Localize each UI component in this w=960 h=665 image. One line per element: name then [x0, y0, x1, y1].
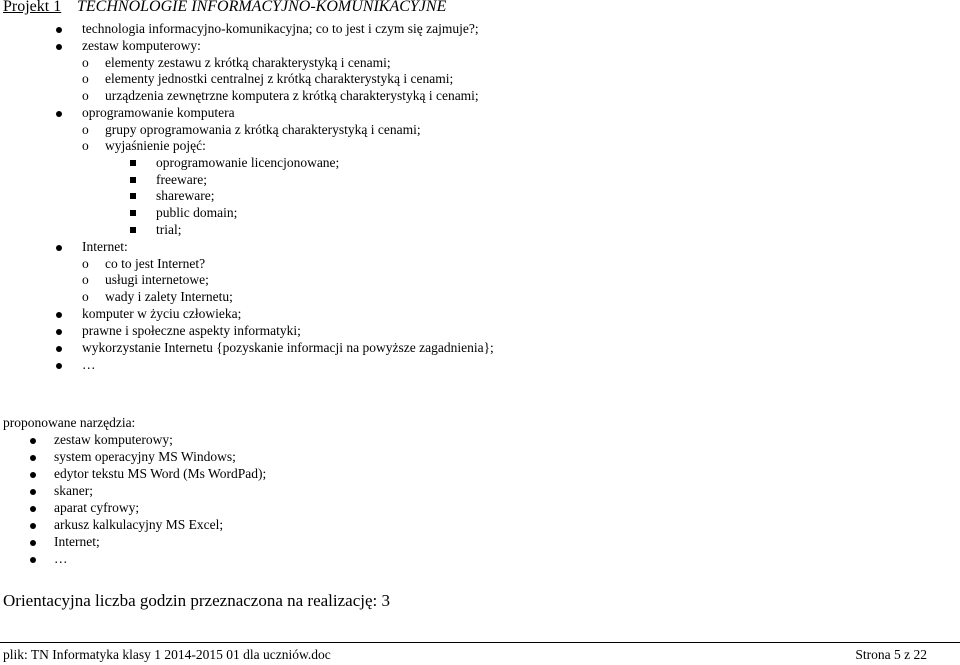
- list-item: freeware;: [156, 172, 207, 187]
- bullet-circle-icon: o: [82, 138, 89, 153]
- list-item: co to jest Internet?: [105, 256, 206, 271]
- bullet-square-icon: [130, 193, 136, 199]
- bullet-dot-icon: [56, 245, 62, 251]
- list-item: wykorzystanie Internetu {pozyskanie informacji na powyższe zagadnienia};: [82, 340, 494, 355]
- bullet-circle-icon: o: [82, 256, 89, 271]
- bullet-square-icon: [130, 210, 136, 216]
- list-item: arkusz kalkulacyjny MS Excel;: [54, 517, 224, 532]
- bullet-dot-icon: [30, 438, 36, 444]
- bullet-dot-icon: [30, 506, 36, 512]
- list-item: wady i zalety Internetu;: [105, 289, 233, 304]
- bullet-square-icon: [130, 177, 136, 183]
- list-item: technologia informacyjno-komunikacyjna; co to jest i czym się zajmuje?;: [82, 21, 479, 36]
- list-item: zestaw komputerowy;: [54, 432, 173, 447]
- bullet-dot-icon: [30, 455, 36, 461]
- list-item: oprogramowanie komputera: [82, 105, 235, 120]
- list-item: skaner;: [54, 483, 93, 498]
- bullet-dot-icon: [30, 523, 36, 529]
- bullet-dot-icon: [56, 111, 62, 117]
- bullet-dot-icon: [56, 312, 62, 318]
- list-item: public domain;: [156, 205, 238, 220]
- bullet-circle-icon: o: [82, 272, 89, 287]
- bullet-circle-icon: o: [82, 71, 89, 86]
- bullet-square-icon: [130, 227, 136, 233]
- list-item: …: [82, 357, 96, 372]
- bullet-dot-icon: [30, 472, 36, 478]
- list-item: Internet:: [82, 239, 128, 254]
- list-item: prawne i społeczne aspekty informatyki;: [82, 323, 301, 338]
- footer-divider: [0, 642, 960, 643]
- bullet-circle-icon: o: [82, 55, 89, 70]
- bullet-dot-icon: [56, 27, 62, 33]
- list-item: trial;: [156, 222, 182, 237]
- list-item: elementy jednostki centralnej z krótką charakterystyką i cenami;: [105, 71, 454, 86]
- list-item: aparat cyfrowy;: [54, 500, 140, 515]
- bullet-dot-icon: [56, 363, 62, 369]
- project-label: Projekt 1: [3, 0, 62, 15]
- list-item: Internet;: [54, 534, 100, 549]
- bullet-circle-icon: o: [82, 122, 89, 137]
- list-item: wyjaśnienie pojęć:: [105, 138, 206, 153]
- list-item: …: [54, 551, 68, 566]
- list-item: zestaw komputerowy:: [82, 38, 201, 53]
- list-item: grupy oprogramowania z krótką charakterystyką i cenami;: [105, 122, 421, 137]
- bullet-circle-icon: o: [82, 88, 89, 103]
- list-item: komputer w życiu człowieka;: [82, 306, 242, 321]
- bullet-dot-icon: [56, 329, 62, 335]
- bullet-square-icon: [130, 160, 136, 166]
- list-item: system operacyjny MS Windows;: [54, 449, 236, 464]
- list-item: edytor tekstu MS Word (Ms WordPad);: [54, 466, 267, 481]
- page-title: TECHNOLOGIE INFORMACYJNO-KOMUNIKACYJNE: [77, 0, 447, 15]
- bullet-dot-icon: [30, 489, 36, 495]
- list-item: oprogramowanie licencjonowane;: [156, 155, 340, 170]
- hours-line: Orientacyjna liczba godzin przeznaczona na realizację: 3: [3, 591, 390, 610]
- bullet-dot-icon: [56, 44, 62, 50]
- list-item: shareware;: [156, 188, 215, 203]
- bullet-dot-icon: [56, 346, 62, 352]
- list-item: urządzenia zewnętrzne komputera z krótką charakterystyką i cenami;: [105, 88, 479, 103]
- footer-filename: plik: TN Informatyka klasy 1 2014-2015 01 dla uczniów.doc: [3, 647, 331, 662]
- bullet-dot-icon: [30, 540, 36, 546]
- footer-page-number: Strona 5 z 22: [855, 647, 927, 662]
- tools-heading: proponowane narzędzia:: [3, 415, 136, 430]
- list-item: usługi internetowe;: [105, 272, 209, 287]
- list-item: elementy zestawu z krótką charakterystyką i cenami;: [105, 55, 391, 70]
- bullet-circle-icon: o: [82, 289, 89, 304]
- bullet-dot-icon: [30, 557, 36, 563]
